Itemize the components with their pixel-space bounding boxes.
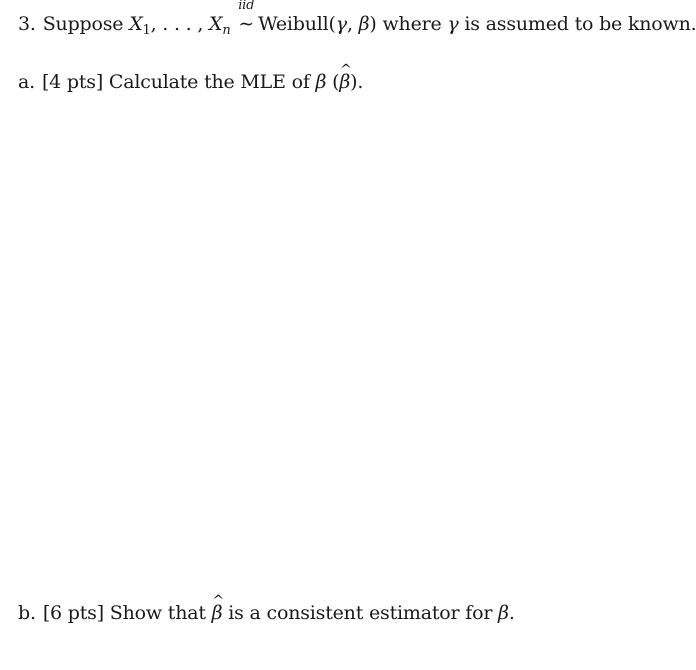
- beta-symbol-b: β: [498, 602, 509, 624]
- var-x-n: X: [209, 13, 223, 35]
- text-where: where: [376, 13, 448, 35]
- beta-symbol-a: β: [315, 71, 327, 93]
- gamma-symbol-2: γ: [447, 13, 459, 35]
- var-x: X: [129, 13, 143, 35]
- gamma-symbol: γ: [335, 13, 347, 35]
- iid-sim-symbol: [238, 0, 255, 36]
- part-b-statement: [18, 601, 515, 625]
- subscript-n: n: [222, 23, 231, 38]
- period-b: .: [508, 602, 515, 624]
- open-paren-a: (: [326, 71, 340, 93]
- comma: ,: [346, 13, 359, 35]
- question-number: 3.: [18, 13, 36, 35]
- iid-label: iid: [238, 0, 255, 13]
- question-text-suppose: Suppose: [42, 13, 124, 35]
- part-b-label: b.: [18, 602, 36, 624]
- beta-symbol: β: [358, 13, 370, 35]
- text-known: is assumed to be known.: [458, 13, 696, 35]
- subscript-1: 1: [142, 23, 151, 38]
- ellipsis: , . . . ,: [150, 13, 204, 35]
- distribution-name: Weibull(: [258, 13, 336, 35]
- sim-glyph: ∼: [238, 13, 255, 35]
- part-a-points: [4 pts]: [41, 71, 104, 93]
- beta-hat-a: ^ β: [339, 70, 350, 94]
- part-b-text-1: Show that: [109, 602, 212, 624]
- beta-hat-b: ^ β: [212, 601, 223, 625]
- part-b-text-2: is a consistent estimator for: [222, 602, 499, 624]
- part-a-text: Calculate the MLE of: [108, 71, 316, 93]
- part-a-statement: [18, 70, 363, 94]
- close-paren: ): [369, 13, 377, 35]
- question-3-statement: [18, 0, 696, 38]
- close-a: ).: [350, 71, 364, 93]
- part-a-label: a.: [18, 71, 35, 93]
- part-b-points: [6 pts]: [42, 602, 104, 624]
